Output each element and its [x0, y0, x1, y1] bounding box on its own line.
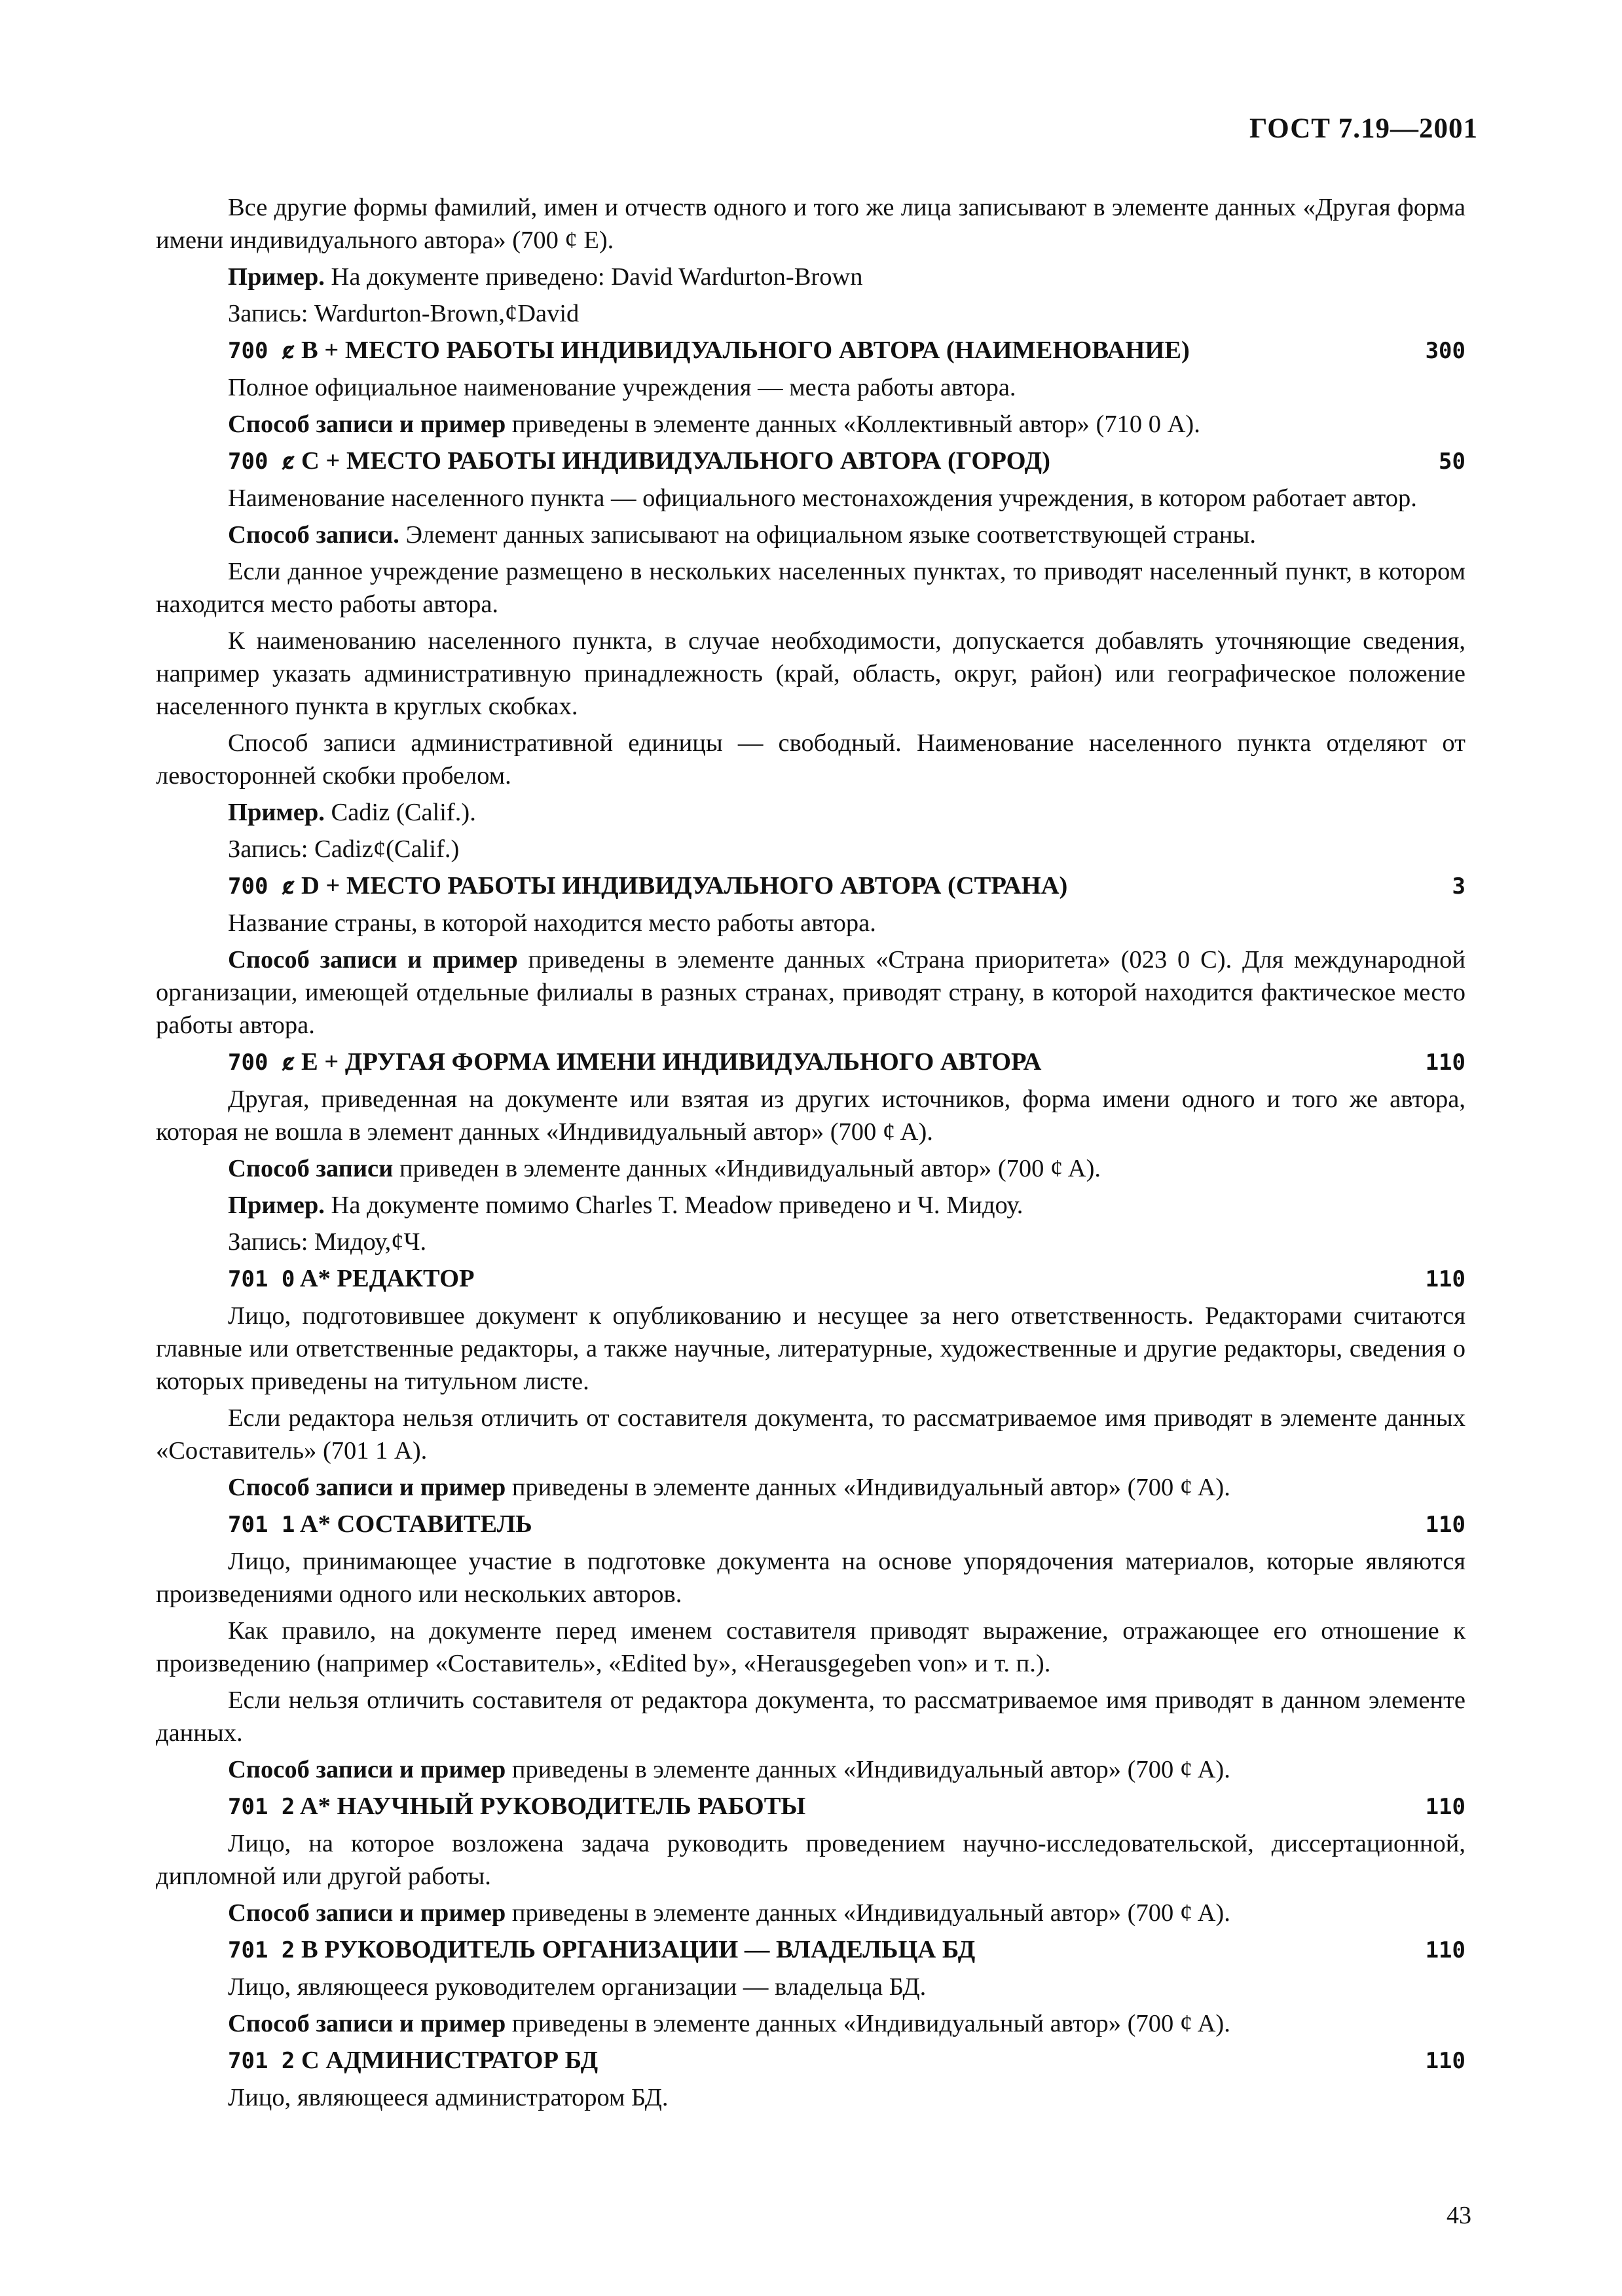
paragraph-text: приведены в элементе данных «Индивидуальный автор» (700 ȼ A). [506, 2010, 1230, 2037]
paragraph-text: Лицо, подготовившее документ к опубликованию и несущее за него ответственность. Редакторами считаются главные или ответственные редакторы, а также научные, литературные, художественные и другие редакторы, сведения о которых приведены на титульном листе. [156, 1302, 1465, 1395]
paragraph-text: приведены в элементе данных «Индивидуальный автор» (700 ȼ A). [506, 1899, 1230, 1927]
paragraph [156, 1971, 1465, 2003]
field-length: 3 [1452, 873, 1465, 900]
field-length: 300 [1425, 338, 1465, 364]
bold-lead: Способ записи и пример [228, 946, 518, 974]
paragraph [156, 482, 1465, 515]
field-length: 110 [1425, 1512, 1465, 1538]
bold-lead: Пример. [228, 263, 325, 291]
paragraph-text: Запись: Wardurton-Brown,ȼDavid [228, 300, 580, 327]
field-heading [156, 869, 1465, 903]
bold-lead: Способ записи и пример [228, 1474, 506, 1501]
record-example [156, 297, 1465, 330]
paragraph [156, 1827, 1465, 1893]
paragraph-text: На документе помимо Charles T. Meadow приведено и Ч. Мидоу. [324, 1192, 1023, 1219]
paragraph [156, 1471, 1465, 1504]
bold-lead: Способ записи и пример [228, 2010, 506, 2037]
field-length: 110 [1425, 1794, 1465, 1820]
paragraph [156, 1083, 1465, 1148]
paragraph [156, 519, 1465, 551]
paragraph [156, 1897, 1465, 1929]
field-title: B РУКОВОДИТЕЛЬ ОРГАНИЗАЦИИ — ВЛАДЕЛЬЦА БД [295, 1936, 976, 1963]
paragraph-text: приведен в элементе данных «Индивидуальный автор» (700 ȼ A). [393, 1155, 1101, 1182]
paragraph-text: На документе приведено: David Wardurton-Brown [324, 263, 863, 291]
bold-lead: Пример. [228, 799, 325, 826]
field-code: 700 ȼ [228, 1049, 295, 1076]
field-heading [156, 1262, 1465, 1296]
field-code: 700 ȼ [228, 873, 295, 900]
document-body [156, 191, 1465, 2118]
paragraph [156, 408, 1465, 441]
bold-lead: Способ записи [228, 1155, 394, 1182]
paragraph-text: приведены в элементе данных «Коллективный автор» (710 0 A). [506, 410, 1200, 438]
field-code: 701 1 [228, 1512, 295, 1538]
paragraph-text: Элемент данных записывают на официальном языке соответствующей страны. [399, 521, 1256, 549]
field-heading [156, 1508, 1465, 1541]
field-heading [156, 445, 1465, 478]
paragraph [156, 1402, 1465, 1467]
paragraph [156, 1300, 1465, 1398]
field-code: 700 ȼ [228, 448, 295, 475]
paragraph-text: Наименование населенного пункта — официального местонахождения учреждения, в котором работает автор. [228, 484, 1417, 512]
document-header: ГОСТ 7.19—2001 [1249, 113, 1478, 144]
paragraph [156, 1545, 1465, 1611]
record-example [156, 1226, 1465, 1258]
paragraph-text: Если редактора нельзя отличить от составителя документа, то рассматриваемое имя приводят в элементе данных «Составитель» (701 1 A). [156, 1404, 1465, 1465]
paragraph [156, 1684, 1465, 1749]
paragraph [156, 1152, 1465, 1185]
field-title: A* СОСТАВИТЕЛЬ [295, 1510, 532, 1538]
field-title: D + МЕСТО РАБОТЫ ИНДИВИДУАЛЬНОГО АВТОРА (СТРАНА) [295, 872, 1068, 900]
field-length: 110 [1425, 1937, 1465, 1963]
paragraph [156, 625, 1465, 723]
field-title: A* НАУЧНЫЙ РУКОВОДИТЕЛЬ РАБОТЫ [295, 1793, 806, 1820]
bold-lead: Способ записи и пример [228, 410, 506, 438]
paragraph [156, 1614, 1465, 1680]
paragraph [156, 907, 1465, 939]
paragraph-text: приведены в элементе данных «Страна приоритета» (023 0 C). Для международной организации, имеющей отдельные филиалы в разных странах, приводят страну, в которой находится фактическое место работы автора. [156, 946, 1465, 1039]
paragraph-text: К наименованию населенного пункта, в случае необходимости, допускается добавлять уточняющие сведения, например указать административную принадлежность (край, область, округ, район) или географическое положение населенного пункта в круглых скобках. [156, 627, 1465, 720]
paragraph-text: Название страны, в которой находится место работы автора. [228, 909, 876, 937]
field-heading [156, 1046, 1465, 1079]
paragraph [156, 1189, 1465, 1222]
paragraph [156, 727, 1465, 792]
paragraph [156, 2081, 1465, 2114]
paragraph-text: Если данное учреждение размещено в нескольких населенных пунктах, то приводят населенный пункт, в котором находится место работы автора. [156, 558, 1465, 618]
field-title: C АДМИНИСТРАТОР БД [295, 2047, 599, 2074]
field-length: 50 [1439, 448, 1465, 475]
paragraph-text: Запись: Мидоу,ȼЧ. [228, 1228, 427, 1256]
paragraph-text: Лицо, являющееся администратором БД. [228, 2084, 669, 2111]
page-number: 43 [1447, 2202, 1471, 2229]
field-title: B + МЕСТО РАБОТЫ ИНДИВИДУАЛЬНОГО АВТОРА (НАИМЕНОВАНИЕ) [295, 337, 1190, 364]
paragraph [156, 2007, 1465, 2040]
paragraph-text: Запись: Cadizȼ(Calif.) [228, 835, 460, 863]
field-length: 110 [1425, 1266, 1465, 1292]
bold-lead: Способ записи и пример [228, 1899, 506, 1927]
field-code: 700 ȼ [228, 338, 295, 364]
field-length: 110 [1425, 2048, 1465, 2074]
paragraph-text: Лицо, на которое возложена задача руководить проведением научно-исследовательской, диссертационной, дипломной или другой работы. [156, 1830, 1465, 1890]
field-heading [156, 2044, 1465, 2077]
bold-lead: Способ записи и пример [228, 1756, 506, 1783]
paragraph [156, 191, 1465, 257]
paragraph-text: приведены в элементе данных «Индивидуальный автор» (700 ȼ A). [506, 1474, 1230, 1501]
field-code: 701 0 [228, 1266, 295, 1292]
paragraph-text: Способ записи административной единицы — свободный. Наименование населенного пункта отделяют от левосторонней скобки пробелом. [156, 729, 1465, 790]
paragraph [156, 943, 1465, 1042]
paragraph-text: Если нельзя отличить составителя от редактора документа, то рассматриваемое имя приводят в данном элементе данных. [156, 1686, 1465, 1747]
paragraph-text: Cadiz (Calif.). [324, 799, 476, 826]
field-heading [156, 1933, 1465, 1967]
paragraph-text: Полное официальное наименование учреждения — места работы автора. [228, 374, 1016, 401]
field-length: 110 [1425, 1049, 1465, 1076]
field-code: 701 2 [228, 1937, 295, 1963]
paragraph-text: Лицо, являющееся руководителем организации — владельца БД. [228, 1973, 927, 2001]
paragraph [156, 796, 1465, 829]
bold-lead: Пример. [228, 1192, 325, 1219]
bold-lead: Способ записи. [228, 521, 399, 549]
field-title: C + МЕСТО РАБОТЫ ИНДИВИДУАЛЬНОГО АВТОРА (ГОРОД) [295, 447, 1050, 475]
paragraph-text: Другая, приведенная на документе или взятая из других источников, форма имени одного и того же автора, которая не вошла в элемент данных «Индивидуальный автор» (700 ȼ A). [156, 1085, 1465, 1146]
field-title: A* РЕДАКТОР [295, 1265, 475, 1292]
field-heading [156, 1790, 1465, 1823]
paragraph [156, 371, 1465, 404]
paragraph-text: приведены в элементе данных «Индивидуальный автор» (700 ȼ A). [506, 1756, 1230, 1783]
paragraph [156, 261, 1465, 293]
paragraph-text: Лицо, принимающее участие в подготовке документа на основе упорядочения материалов, которые являются произведениями одного или нескольких авторов. [156, 1548, 1465, 1608]
field-title: E + ДРУГАЯ ФОРМА ИМЕНИ ИНДИВИДУАЛЬНОГО АВТОРА [295, 1048, 1042, 1076]
field-heading [156, 334, 1465, 367]
field-code: 701 2 [228, 2048, 295, 2074]
paragraph [156, 555, 1465, 621]
paragraph-text: Все другие формы фамилий, имен и отчеств одного и того же лица записывают в элементе данных «Другая форма имени индивидуального автора» (700 ȼ E). [156, 194, 1465, 254]
field-code: 701 2 [228, 1794, 295, 1820]
record-example [156, 833, 1465, 866]
paragraph [156, 1753, 1465, 1786]
paragraph-text: Как правило, на документе перед именем составителя приводят выражение, отражающее его отношение к произведению (например «Составитель», «Edited by», «Herausgegeben von» и т. п.). [156, 1617, 1465, 1677]
